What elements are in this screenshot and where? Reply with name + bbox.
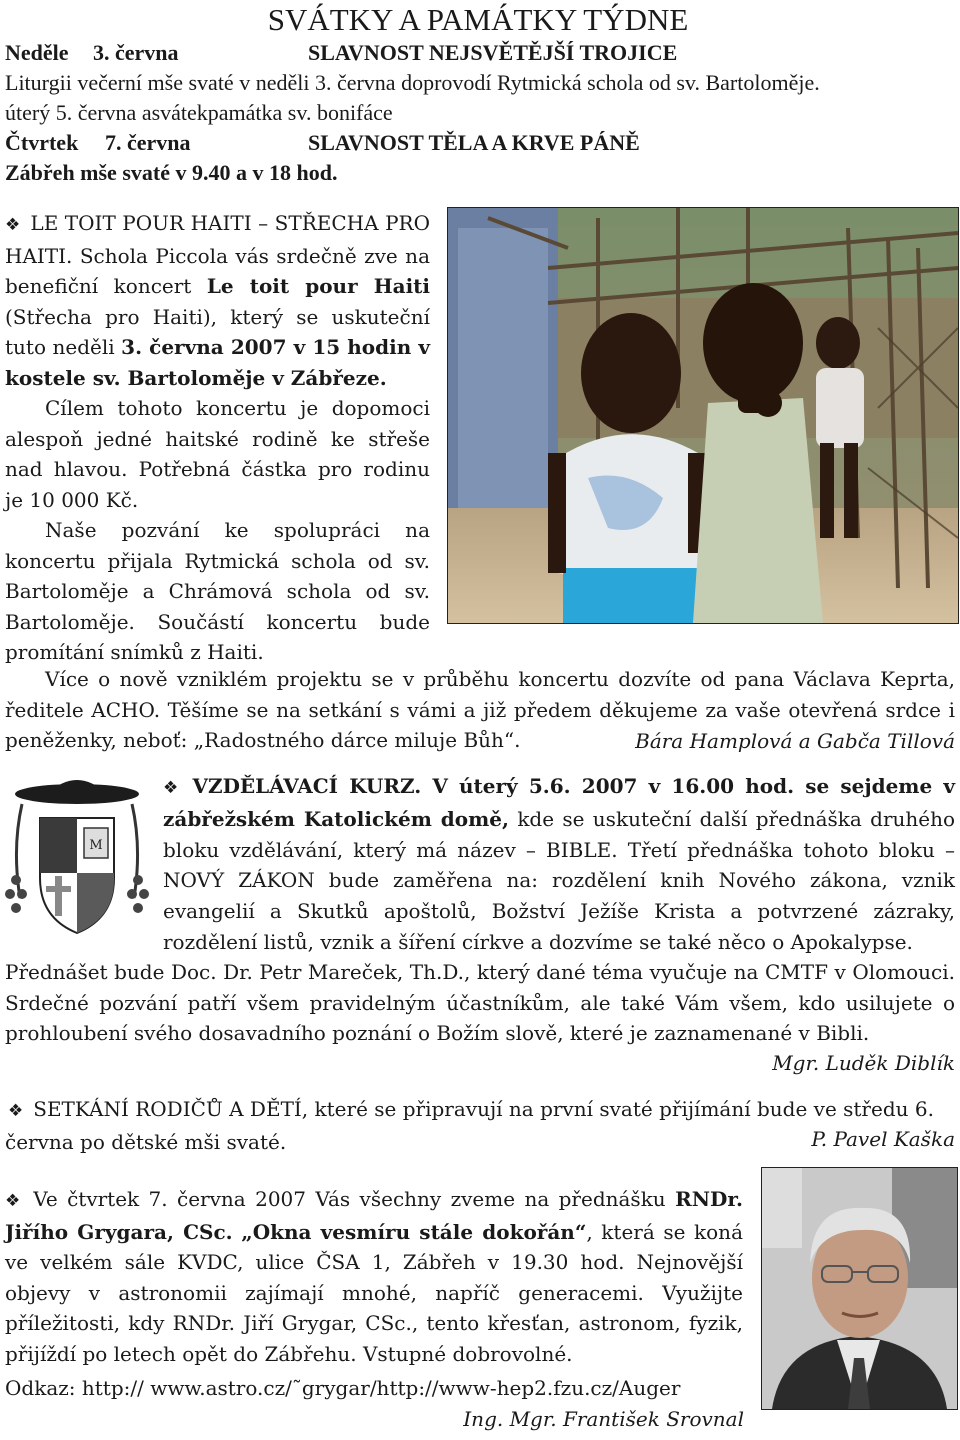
haiti-heading: LE TOIT POUR HAITI – STŘECHA PRO HAITI. (5, 211, 430, 268)
lecture-speaker: RNDr. Jiřího Grygara, CSc. (5, 1187, 744, 1244)
thursday-note: Zábřeh mše svaté v 9.40 a v 18 hod. (5, 160, 338, 185)
sunday-note: Liturgii večerní mše svaté v neděli 3. června doprovodí Rytmická schola od sv. Bartoloměje. (5, 70, 820, 95)
lecture-link[interactable]: http:// www.astro.cz/˜grygar/http://www-hep2.fzu.cz/Auger (81, 1376, 681, 1400)
lecture-paragraph: ❖ Ve čtvrtek 7. června 2007 Vás všechny zveme na přednášku RNDr. Jiřího Grygara, CSc. „Okna vesmíru stále dokořán“, která se koná ve velkém sále KVDC, ulice ČSA 1, Zábřeh v 19.30 hod. Nejnovější objevy v astronomii zajímají mnohé, napříč generacemi. Využijte příležitosti, kdy RNDr. Jiří Grygar, CSc., tento křesťan, astronom, fyzik, přijíždí po letech opět do Zábřehu. Vstupné dobrovolné. (5, 1187, 744, 1366)
course-heading: VZDĚLÁVACÍ KURZ. V úterý 5.6. 2007 v 16.00 hod. se sejdeme v zábřežském Katolickém domě, (163, 774, 955, 831)
haiti-purpose-paragraph: Cílem tohoto koncertu je dopomoci alespoň jedné haitské rodině ke střeše nad hlavou. Potřebná částka pro rodinu je 10 000 Kč. (5, 396, 430, 512)
coat-of-arms-icon (2, 768, 152, 938)
coat-of-arms-emblem (2, 768, 152, 938)
diamond-bullet-icon: ❖ (8, 1101, 24, 1121)
lecture-signature: Ing. Mgr. František Srovnal (463, 1407, 744, 1431)
haiti-children-illustration (448, 208, 958, 623)
haiti-closing-paragraph: Více o nově vzniklém projektu se v průběhu koncertu dozvíte od pana Václava Keprta, ředitele ACHO. Těšíme se na setkání s vámi a již předem děkujeme za vaše otevřená srdce i peněženky, neboť: „Radostného dárce miluje Bůh“. (5, 667, 955, 752)
link-label: Odkaz: (5, 1376, 76, 1400)
haiti-cooperation-paragraph: Naše pozvání ke spolupráci na koncertu přijala Rytmická schola od sv. Bartoloměje a Chrámová schola od sv. Bartoloměje. Součástí koncertu bude promítání snímků z Haiti. (5, 518, 430, 664)
lecture-title: „Okna vesmíru stále dokořán“ (241, 1219, 587, 1244)
lecturer-portrait-photo (761, 1167, 958, 1410)
parents-paragraph: ❖ SETKÁNÍ RODIČŮ A DĚTÍ, které se připravují na první svaté přijímání bude ve středu 6. června po dětské mši svaté. (5, 1097, 934, 1154)
lecturer-portrait-illustration (762, 1168, 957, 1409)
haiti-intro-paragraph: ❖ LE TOIT POUR HAITI – STŘECHA PRO HAITI. Schola Piccola vás srdečně zve na benefiční koncert Le toit pour Haiti (Střecha pro Haiti), který se uskuteční tuto neděli 3. června 2007 v 15 hodin v kostele sv. Bartoloměje v Zábřeze. (5, 211, 431, 390)
tuesday-line: úterý 5. června asvátekpamátka sv. bonifáce (5, 100, 393, 125)
course-paragraph: ❖ VZDĚLÁVACÍ KURZ. V úterý 5.6. 2007 v 16.00 hod. se sejdeme v zábřežském Katolickém domě, kde se uskuteční další přednáška druhého bloku vzdělávání, který má název – BIBLE. Třetí přednáška tohoto bloku – NOVÝ ZÁKON bude zaměřena na: rozdělení knih Nového zákona, vznik evangelií a Skutků apoštolů, Božství Ježíše Krista a potvrzené zázraky, rozdělení listů, vznik a šíření církve a dozvíme se také něco o Apokalypse. (163, 774, 956, 954)
thursday-date: 7. června (105, 130, 191, 155)
diamond-bullet-icon: ❖ (163, 778, 183, 798)
thursday-row (5, 128, 955, 158)
lecture-section (5, 1184, 743, 1369)
thursday-feast: SLAVNOST TĚLA A KRVE PÁNĚ (308, 130, 640, 155)
calendar-block (5, 38, 955, 188)
course-continued (5, 957, 955, 1049)
haiti-children-photo (447, 207, 959, 624)
parents-signature: P. Pavel Kaška (801, 1124, 955, 1154)
lecture-link-row (5, 1373, 755, 1403)
concert-time: 3. června 2007 v 15 hodin v kostele sv. Bartoloměje v Zábřeze. (5, 335, 430, 390)
thursday-day: Čtvrtek (5, 130, 79, 155)
sunday-row (5, 38, 955, 68)
diamond-bullet-icon: ❖ (5, 1191, 24, 1211)
haiti-column (5, 208, 430, 668)
course-signature: Mgr. Luděk Diblík (762, 1048, 955, 1078)
concert-name: Le toit pour Haiti (206, 274, 431, 298)
haiti-signature: Bára Hamplová a Gabča Tillová (625, 726, 955, 756)
svg-text:M: M (89, 838, 103, 853)
diamond-bullet-icon: ❖ (5, 215, 21, 235)
course-lecturer-paragraph: Přednášet bude Doc. Dr. Petr Mareček, Th.D., který dané téma vyučuje na CMTF v Olomouci. Srdečné pozvání patří všem pravidelným účastníkům, ale také Vám všem, kdo usilujete o prohloubení svého dosavadního poznání o Božím slově, které je zaznamenané v Bibli. (5, 960, 955, 1045)
sunday-day: Neděle (5, 40, 69, 65)
course-section (163, 771, 955, 958)
page-title: SVÁTKY A PAMÁTKY TÝDNE (267, 2, 689, 37)
sunday-date: 3. června (93, 40, 179, 65)
sunday-feast: SLAVNOST NEJSVĚTĚJŠÍ TROJICE (308, 40, 678, 65)
